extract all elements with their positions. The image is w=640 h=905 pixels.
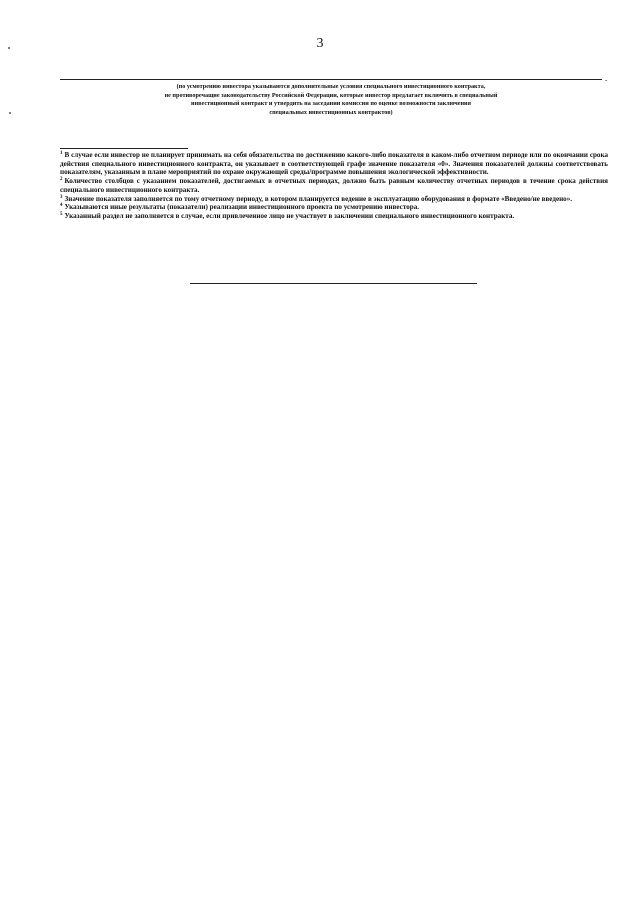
fill-in-caption-line: специальных инвестиционных контрактов) — [269, 108, 393, 116]
fill-in-caption-line: инвестиционный контракт и утвердить на заседании комиссии по оценке возможности заключения — [191, 100, 471, 108]
footnote-mark: 2 — [60, 177, 63, 183]
fill-in-line-end: . — [605, 73, 608, 83]
footnote-mark: 4 — [60, 203, 63, 209]
scan-speck — [9, 112, 11, 114]
footnote-text: Количество столбцов с указанием показателей, достигаемых в отчетных периодах, должно быть равным количеству отчетных периодов в течение срока действия специального инвестиционного контракта. — [60, 177, 608, 194]
document-end-rule — [190, 283, 477, 284]
footnote-mark: 5 — [60, 211, 63, 217]
footnote-2 — [60, 177, 608, 194]
page-number: 3 — [316, 36, 324, 51]
footnote-text: Значение показателя заполняется по тому отчетному периоду, в котором планируется ведение в эксплуатацию оборудования в формате «Введено/не введено». — [64, 194, 573, 203]
footnote-1 — [60, 151, 608, 177]
footnote-3 — [60, 195, 608, 204]
footnote-mark: 3 — [60, 194, 63, 200]
fill-in-line — [60, 79, 602, 80]
fill-in-caption-line: не противоречащие законодательству Российской Федерации, которые инвестор предлагает включить в специальный — [164, 91, 498, 99]
footnote-4 — [60, 203, 608, 212]
footnote-text: В случае если инвестор не планирует принимать на себя обязательства по достижению какого-либо показателя в каком-либо отчетном периоде или по окончании срока действия специального инвестиционного контракта, он указывает в соответствующей графе значение показателя «0». Значения показателей должны соответствовать показателям, указанным в плане мероприятий по охране окружающей среды/программе повышения экологической эффективности. — [60, 151, 608, 177]
fill-in-caption — [60, 83, 602, 117]
footnote-5 — [60, 212, 608, 221]
fill-in-caption-line: (по усмотрению инвестора указываются дополнительные условия специального инвестиционного контракта, — [176, 83, 486, 90]
footnote-text: Указываются иные результаты (показатели) реализации инвестиционного проекта по усмотрению инвестора. — [64, 203, 420, 212]
footnote-text: Указанный раздел не заполняется в случае, если привлеченное лицо не участвует в заключении специального инвестиционного контракта. — [64, 211, 515, 220]
footnotes — [60, 151, 608, 221]
footnote-separator — [60, 148, 188, 149]
scan-speck — [8, 47, 10, 49]
footnote-mark: 1 — [60, 151, 63, 156]
